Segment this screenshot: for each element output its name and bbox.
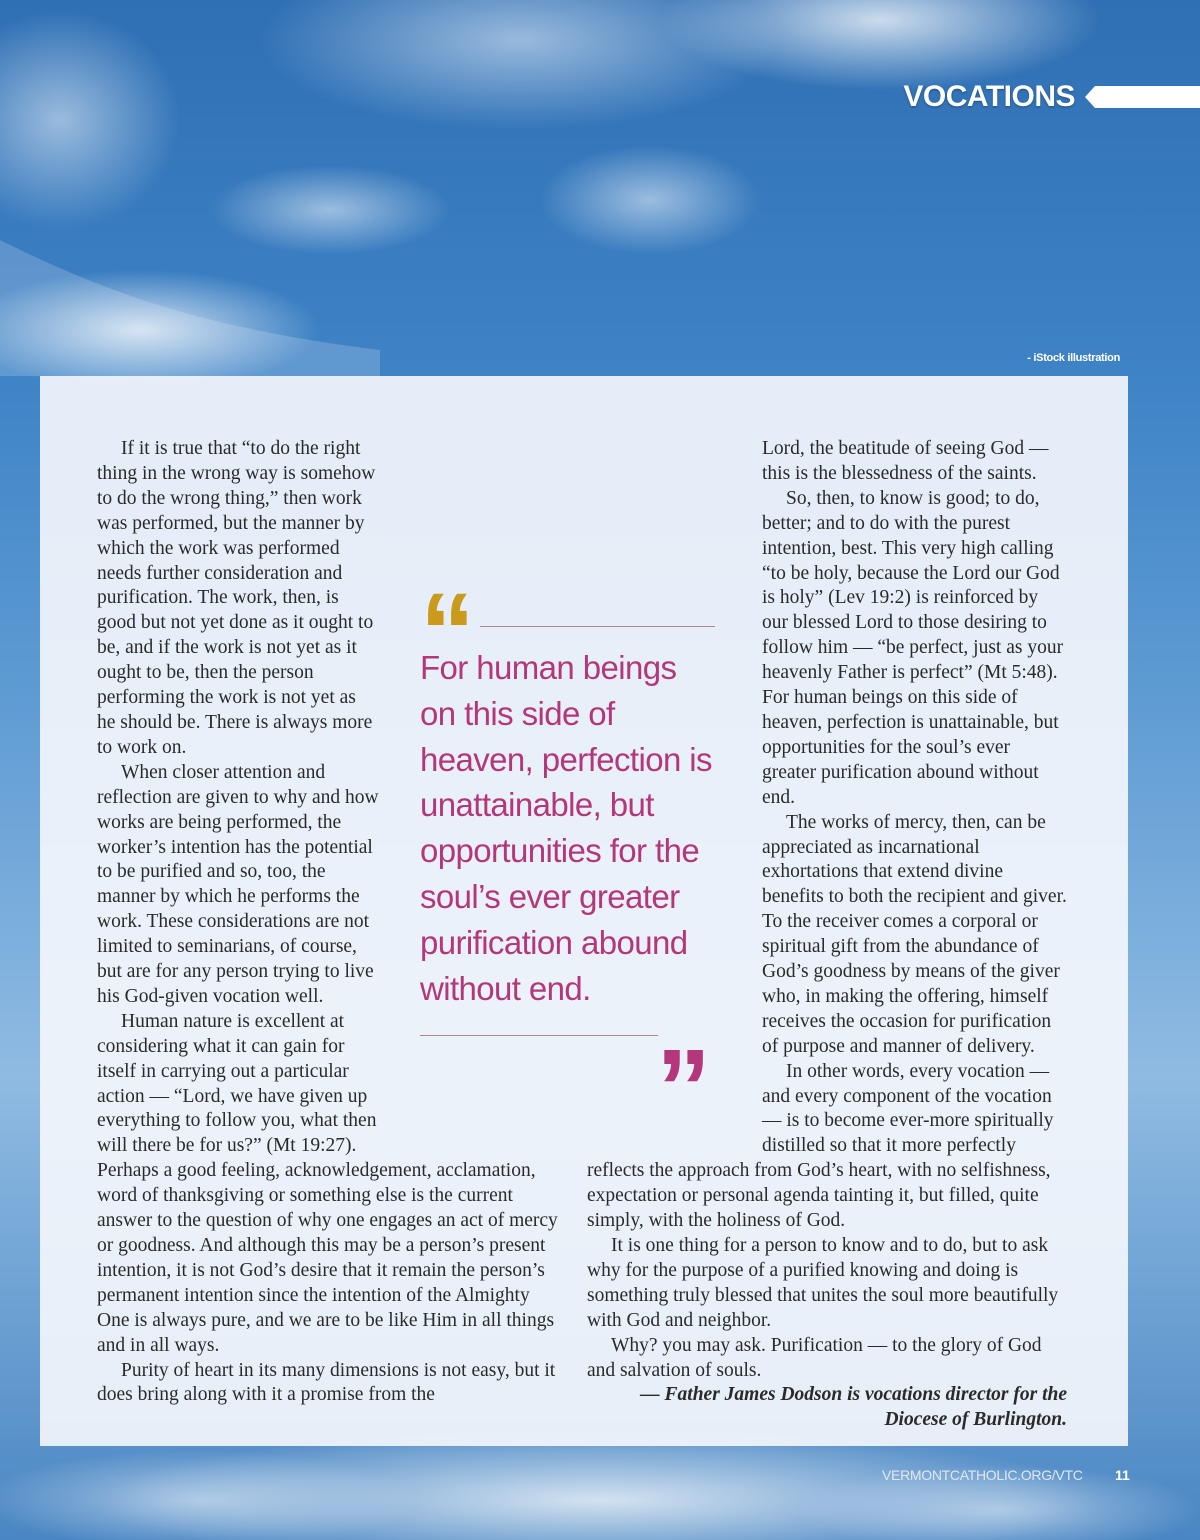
paragraph: So, then, to know is good; to do, better; and to do with the purest intention, best. This very high calling “to be holy, because the Lord our God is holy” (Lev 19:2) is reinforced by our blessed Lord to those desiring to follow him — “be perfect, just as your heavenly Father is perfect” (Mt 5:48). For human beings on this side of heaven, perfection is unattainable, but opportunities for the soul’s ever greater purification abound without end. <box>762 487 1064 808</box>
footer-website[interactable]: VERMONTCATHOLIC.ORG/VTC <box>882 1467 1083 1483</box>
pull-quote-bottom-rule <box>420 1035 658 1036</box>
pull-quote-text: For human beings on this side of heaven, perfection is unattainable, but opportunities for the soul’s ever greater purification abound without end. <box>420 649 712 1007</box>
open-quote-mark <box>420 578 475 628</box>
close-quote-mark <box>656 1034 711 1088</box>
paragraph: If it is true that “to do the right thing in the wrong way is somehow to do the wrong thing,” then work was performed, but the manner by which the work was performed needs further consideration and purification. The work, then, is good but not yet done as it ought to be, and if the work is not yet as it ought to be, then the person performing the work is not yet as he should be. There is always more to work on. <box>97 438 376 758</box>
paragraph: In other words, every vocation — and every component of the vocation — is to become ever-more spiritually distilled so that it more perfectly reflects the approach from God’s heart, with no selfishness, expectation or personal agenda tainting it, but filled, quite simply, with the holiness of God. <box>587 1060 1054 1232</box>
image-credit: - iStock illustration <box>1027 352 1120 364</box>
paragraph: Lord, the beatitude of seeing God — this is the blessedness of the saints. <box>762 438 1049 484</box>
paragraph: Human nature is excellent at considering what it can gain for itself in carrying out a particular action — “Lord, we have given up everything to follow you, what then will there be for us?” (Mt 19:27). Perhaps a good feeling, acknowledgement, acclamation, word of thanksgiving or something else is the current answer to the question of why one engages an act of mercy or goodness. And although this may be a person’s present intention, it is not God’s desire that it remain the person’s permanent intention since the intention of the Almighty One is always pure, and we are to be like Him in all things and in all ways. <box>97 1010 558 1356</box>
paragraph: Why? you may ask. Purification — to the glory of God and salvation of souls. <box>587 1334 1042 1381</box>
section-tag-arrow <box>1085 86 1200 108</box>
page-number: 11 <box>1115 1467 1130 1483</box>
author-signature: — Father James Dodson is vocations director for the Diocese of Burlington. <box>640 1384 1067 1431</box>
pull-quote <box>420 578 720 1088</box>
pull-quote-top-rule <box>480 626 715 627</box>
paragraph: It is one thing for a person to know and to do, but to ask why for the purpose of a purified knowing and doing is something truly blessed that unites the soul more beautifully with God and neighbor. <box>587 1235 1059 1331</box>
section-title: VOCATIONS <box>903 80 1075 113</box>
section-tag <box>903 78 1200 116</box>
paragraph: The works of mercy, then, can be appreciated as incarnational exhortations that extend divine benefits to both the recipient and giver. To the receiver comes a corporal or spiritual gift from the abundance of God’s goodness by means of the giver who, in making the offering, himself receives the occasion for purification of purpose and manner of delivery. <box>762 811 1067 1057</box>
paragraph: Purity of heart in its many dimensions is not easy, but it does bring along with it a promise from the <box>97 1359 556 1406</box>
paragraph: When closer attention and reflection are given to why and how works are being performed, the worker’s intention has the potential to be purified and so, too, the manner by which he performs the work. These considerations are not limited to seminarians, of course, but are for any person trying to live his God-given vocation well. <box>97 761 379 1007</box>
